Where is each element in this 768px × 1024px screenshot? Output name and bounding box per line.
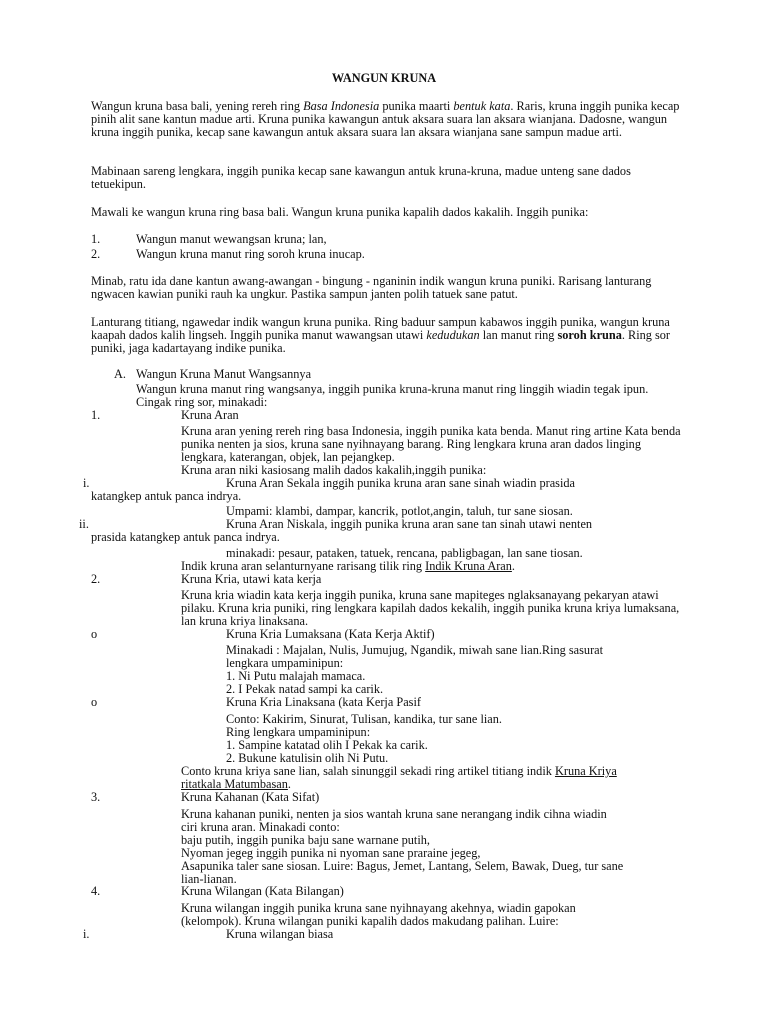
text-run: Conto kruna kriya sane lian, salah sinunggil sekadi ring artikel titiang indik xyxy=(181,764,555,778)
subitem-text: Kruna wilangan biasa xyxy=(226,927,334,941)
italic-term: bentuk kata xyxy=(453,99,511,113)
item-line: Asapunika taler sane siosan. Luire: Bagus, Jemet, Lantang, Selem, Bawak, Dueg, tur sane xyxy=(181,859,624,873)
item-line: baju putih, inggih punika baju sane warnane putih, xyxy=(181,833,430,847)
item-heading: Kruna Kahanan (Kata Sifat) xyxy=(181,790,320,804)
subitem-marker: i. xyxy=(83,476,90,490)
subitem-marker: ii. xyxy=(79,517,89,531)
paragraph-wangun-intro: Mawali ke wangun kruna ring basa bali. Wangun kruna punika kapalih dados kakalih. Inggih punika: xyxy=(91,205,589,219)
item-line: (kelompok). Kruna wilangan puniki kapalih dados makudang palihan. Luire: xyxy=(181,914,559,928)
italic-term: Basa Indonesia xyxy=(303,99,380,113)
subitem-line: 2. I Pekak natad sampi ka carik. xyxy=(226,682,384,696)
item-line: ciri kruna aran. Minakadi conto: xyxy=(181,820,340,834)
text-run: lan manut ring xyxy=(479,328,558,342)
text-run: . Raris, kruna inggih punika kecap pinih alit sane kantun madue arti. Kruna punika kawangun antuk aksara suara lan aksara wianjana. Dadosne, wangun kruna inggih punika, kecap sane kawangun antuk aksara suara lan aksara wianjana sane sampun madue arti. xyxy=(91,99,680,139)
item-body-line: Kruna aran niki kasiosang malih dados kakalih,inggih punika: xyxy=(181,463,487,477)
subitem-line: Minakadi : Majalan, Nulis, Jumujug, Ngandik, miwah sane lian.Ring sasurat xyxy=(226,643,604,657)
text-run: . xyxy=(287,777,291,791)
item-number: 1. xyxy=(91,408,101,422)
italic-term: kedudukan xyxy=(426,328,480,342)
subitem-marker: o xyxy=(91,627,98,641)
item-line: Kruna kahanan puniki, nenten ja sios wantah kruna sane nerangang indik cihna wiadin xyxy=(181,807,607,821)
link-indik-kruna-aran[interactable]: Indik Kruna Aran xyxy=(425,559,512,573)
bold-term: soroh kruna xyxy=(557,328,622,342)
subitem-marker: i. xyxy=(83,927,90,941)
item-heading: Kruna Kria, utawi kata kerja xyxy=(181,572,322,586)
item-number: 3. xyxy=(91,790,101,804)
subitem-marker: o xyxy=(91,695,98,709)
subitem-text-cont: katangkep antuk panca indrya. xyxy=(91,489,242,503)
item-line: Nyoman jegeg inggih punika ni nyoman sane praraine jegeg, xyxy=(181,846,481,860)
text-run: punika maarti xyxy=(379,99,454,113)
subitem-line: 2. Bukune katulisin olih Ni Putu. xyxy=(226,751,389,765)
subitem-line: lengkara umpaminipun: xyxy=(226,656,344,670)
item-body: Kruna aran yening rereh ring basa Indonesia, inggih punika kata benda. Manut ring artine Kata benda punika nenten ja sios, kruna sane nyihnayang barang. Ring lengkara kruna aran dados linging lengkara, katerangan, objek, lan pejangkep. xyxy=(181,424,681,464)
paragraph-lengkara: Mabinaan sareng lengkara, inggih punika kecap sane kawangun antuk kruna-kruna, madue unteng sane dados tetuekipun. xyxy=(91,164,631,191)
paragraph-intro xyxy=(91,100,681,139)
section-heading: Wangun Kruna Manut Wangsannya xyxy=(136,367,312,381)
list-item: Wangun manut wewangsan kruna; lan, xyxy=(136,232,327,246)
subitem-heading: Kruna Kria Lumaksana (Kata Kerja Aktif) xyxy=(226,627,435,641)
text-run: . xyxy=(511,559,515,573)
subitem-text: Kruna Aran Sekala inggih punika kruna aran sane sinah wiadin prasida xyxy=(226,476,575,490)
section-intro: Wangun kruna manut ring wangsanya, inggih punika kruna-kruna manut ring linggih wiadin tegak ipun. Cingak ring sor, minakadi: xyxy=(136,382,649,409)
text-run: Wangun kruna basa bali, yening rereh ring xyxy=(91,99,304,113)
item-line: lian-lianan. xyxy=(181,872,237,886)
subitem-line: 1. Ni Putu malajah mamaca. xyxy=(226,669,366,683)
text-run: . Ring sor puniki, jaga kadartayang indike punika. xyxy=(91,328,671,355)
item-number: 4. xyxy=(91,884,101,898)
item-heading: Kruna Wilangan (Kata Bilangan) xyxy=(181,884,344,898)
link-kruna-kriya[interactable]: ritatkala Matumbasan xyxy=(181,777,288,791)
subitem-line: Conto: Kakirim, Sinurat, Tulisan, kandika, tur sane lian. xyxy=(226,712,502,726)
list-number: 1. xyxy=(91,232,101,246)
paragraph-minab: Minab, ratu ida dane kantun awang-awangan - bingung - nganinin indik wangun kruna puniki. Rarisang lanturang ngwacen kawian puniki rauh ka ungkur. Pastika sampun janten polih tatuek sane patut. xyxy=(91,274,652,301)
section-marker: A. xyxy=(114,367,126,381)
item-heading: Kruna Aran xyxy=(181,408,239,422)
paragraph-lanturang xyxy=(91,316,681,355)
text-run: Indik kruna aran selanturnyane rarisang tilik ring xyxy=(181,559,426,573)
subitem-text: Kruna Aran Niskala, inggih punika kruna aran sane tan sinah utawi nenten xyxy=(226,517,593,531)
link-kruna-kriya[interactable]: Kruna Kriya xyxy=(554,764,617,778)
document-title: WANGUN KRUNA xyxy=(331,71,437,85)
subitem-line: Ring lengkara umpaminipun: xyxy=(226,725,371,739)
text-run: Lanturang titiang, ngawedar indik wangun kruna punika. Ring baduur sampun kabawos inggih punika, wangun kruna kaapah dados kalih lingseh. Inggih punika manut wawangsan utawi xyxy=(91,315,670,342)
subitem-example: Umpami: klambi, dampar, kancrik, potlot,angin, taluh, tur sane siosan. xyxy=(226,504,573,518)
list-item: Wangun kruna manut ring soroh kruna inucap. xyxy=(136,247,365,261)
item-number: 2. xyxy=(91,572,101,586)
subitem-example: minakadi: pesaur, pataken, tatuek, rencana, pabligbagan, lan sane tiosan. xyxy=(226,546,583,560)
item-line: Kruna wilangan inggih punika kruna sane nyihnayang akehnya, wiadin gapokan xyxy=(181,901,576,915)
subitem-text-cont: prasida katangkep antuk panca indrya. xyxy=(91,530,280,544)
item-body: Kruna kria wiadin kata kerja inggih punika, kruna sane mapiteges nglaksanayang pekaryan atawi pilaku. Kruna kria puniki, ring lengkara kapilah dados kekalih, inggih punika kruna kriya lumaksana, lan kruna kriya linaksana. xyxy=(181,588,680,628)
subitem-line: 1. Sampine katatad olih I Pekak ka carik. xyxy=(226,738,428,752)
subitem-heading: Kruna Kria Linaksana (kata Kerja Pasif xyxy=(226,695,421,709)
list-number: 2. xyxy=(91,247,101,261)
